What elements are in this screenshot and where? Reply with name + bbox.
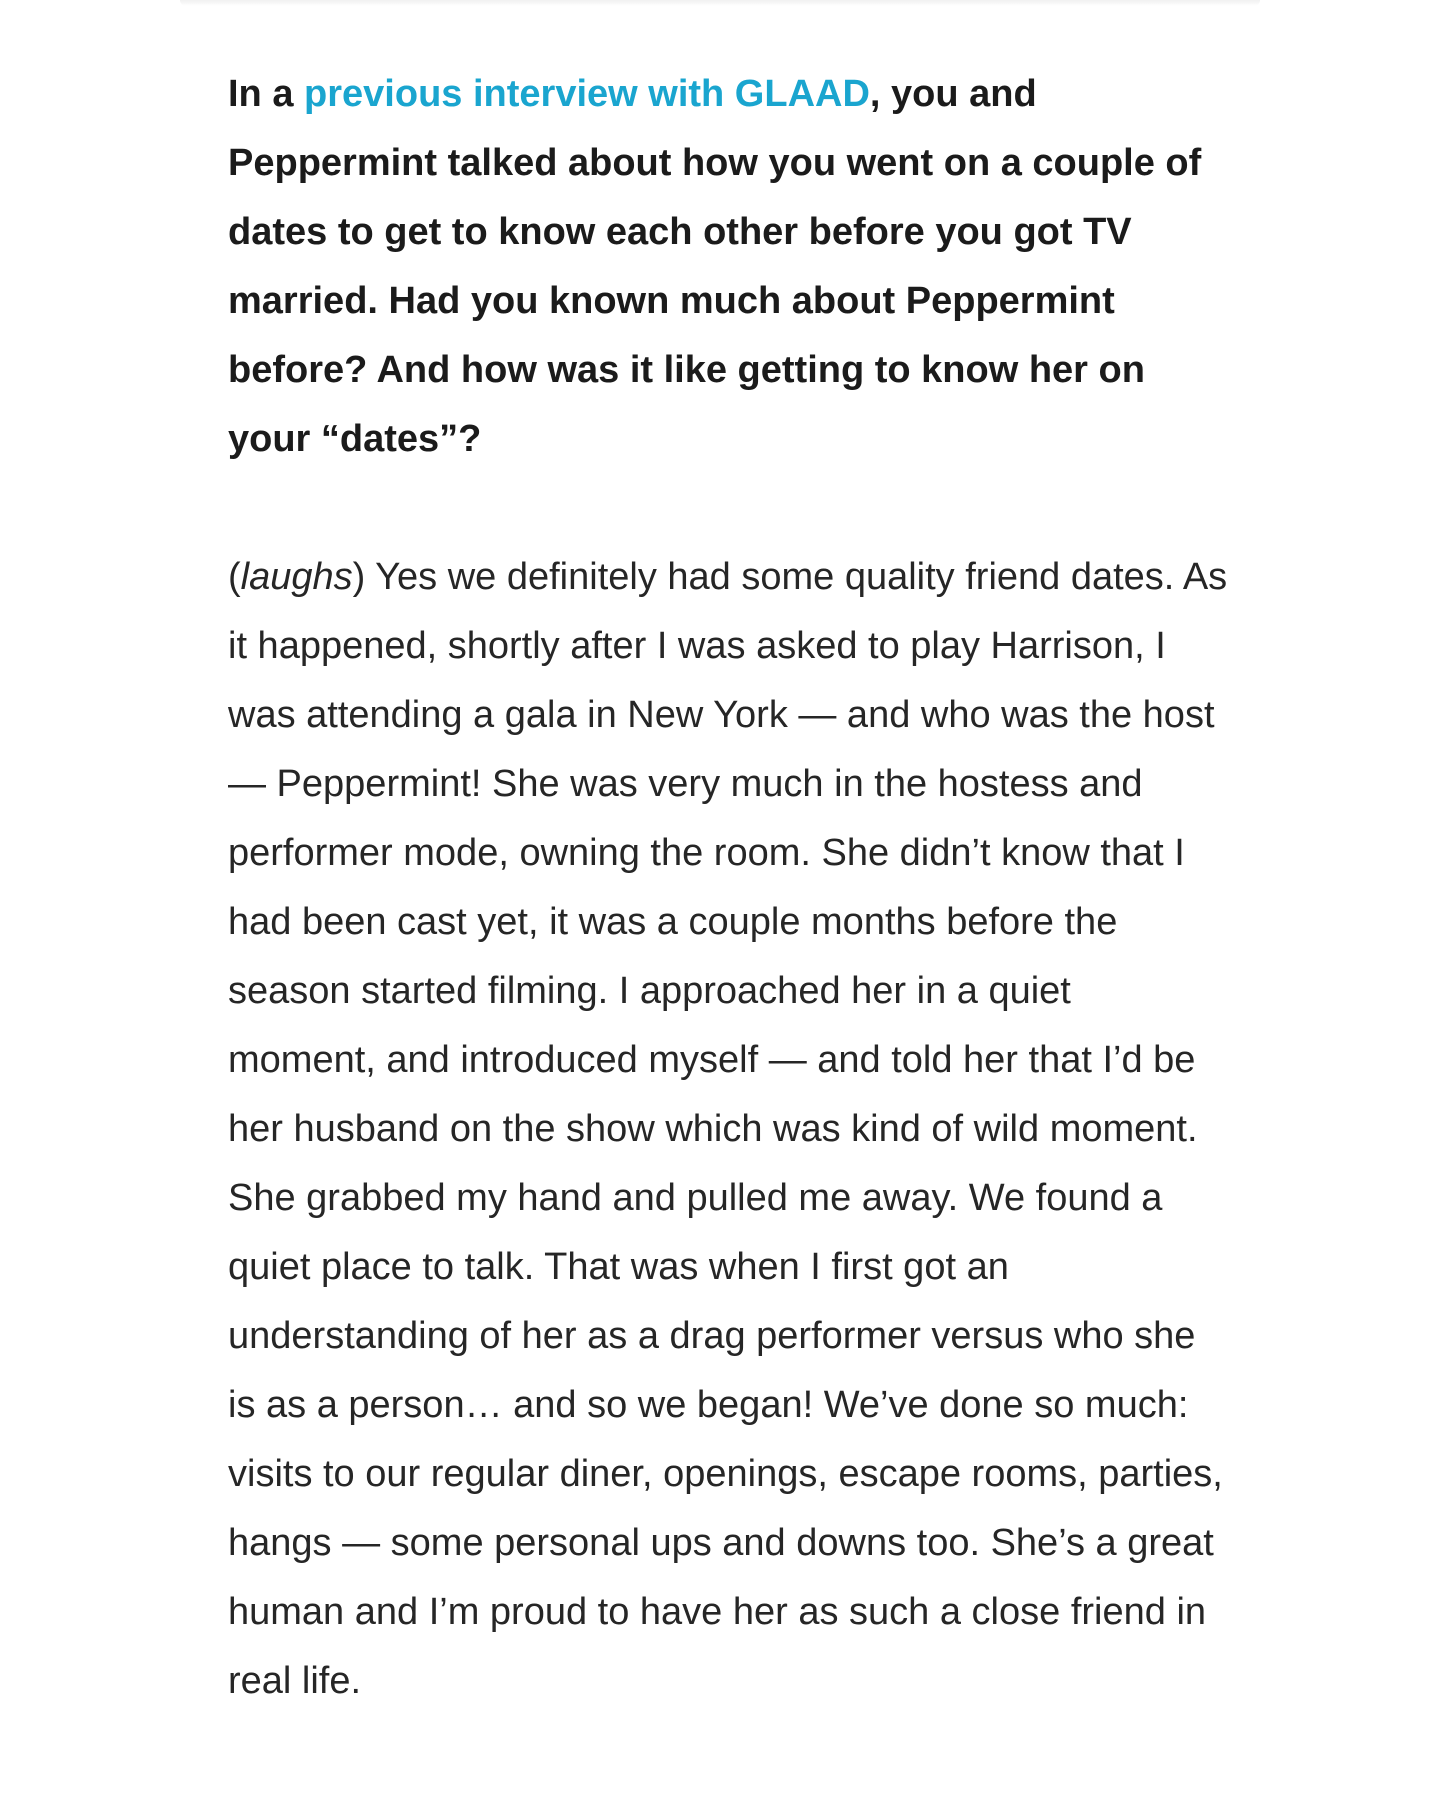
- interview-answer: [228, 543, 1228, 1716]
- question-text: , you and Peppermint talked about how you went on a couple of dates to get to know each other before you got TV married. Had you known much about Peppermint before? And how was it like getting to know her on your “dates”?: [228, 73, 1202, 460]
- answer-close-paren: ): [352, 556, 366, 598]
- glaad-interview-link[interactable]: previous interview with GLAAD: [304, 73, 870, 115]
- question-prefix: In a: [228, 73, 305, 115]
- answer-open-paren: (: [228, 556, 241, 598]
- answer-laughs: laughs: [240, 556, 353, 598]
- header-shadow: [180, 0, 1260, 6]
- answer-text: Yes we definitely had some quality friend dates. As it happened, shortly after I was asked to play Harrison, I was attending a gala in New York — and who was the host — Peppermint! She was very much in the hostess and performer mode, owning the room. She didn’t know that I had been cast yet, it was a couple months before the season started filming. I approached her in a quiet moment, and introduced myself — and told her that I’d be her husband on the show which was kind of wild moment. She grabbed my hand and pulled me away. We found a quiet place to talk. That was when I first got an understanding of her as a drag performer versus who she is as a person… and so we began! We’ve done so much: visits to our regular diner, openings, escape rooms, parties, hangs — some personal ups and downs too. She’s a great human and I’m proud to have her as such a close friend in real life.: [228, 556, 1228, 1702]
- interview-question: [228, 60, 1228, 474]
- article-body: [228, 60, 1228, 1716]
